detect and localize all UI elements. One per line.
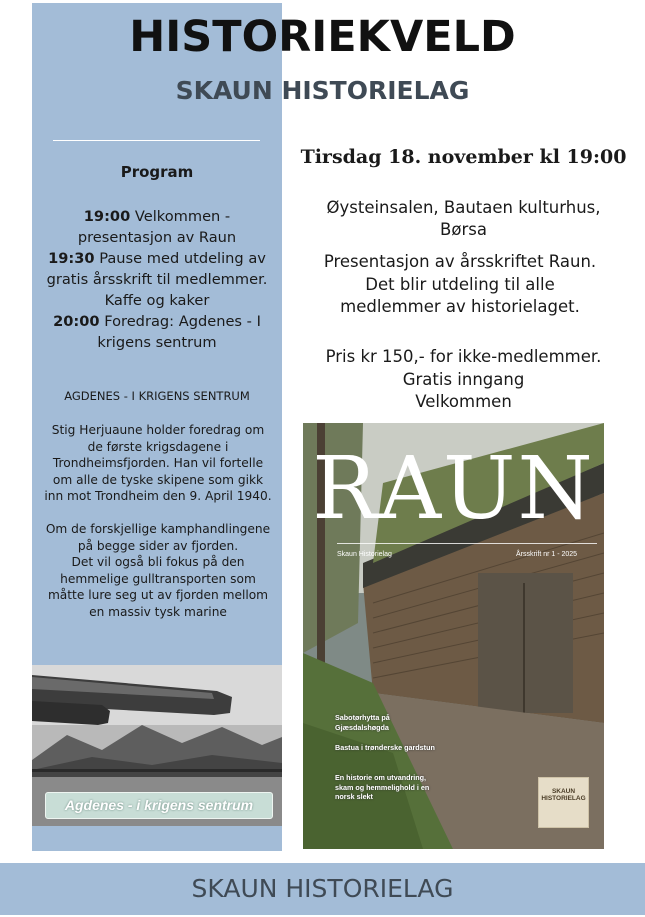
presentation-line: Presentasjon av årsskriftet Raun.	[323, 252, 597, 271]
program-item-time: 19:30	[48, 250, 95, 267]
program-item-time: 20:00	[53, 313, 100, 330]
talk-paragraph-part: Om de forskjellige kamphandlingene på begge sider av fjorden.	[45, 522, 271, 553]
price-text: Pris kr 150,- for ikke-medlemmer.	[325, 347, 602, 366]
program-item-text: Velkommen - presentasjon av Raun	[77, 208, 237, 246]
program-item	[36, 311, 278, 353]
event-presentation	[290, 251, 630, 319]
program-heading: Program	[120, 163, 194, 181]
talk-heading: AGDENES - I KRIGENS SENTRUM	[64, 389, 250, 403]
program-item	[36, 206, 278, 248]
organization-subtitle: SKAUN HISTORIELAG	[175, 76, 470, 105]
cover-divider	[337, 543, 597, 544]
cover-logo-line: HISTORIELAG	[541, 795, 586, 802]
free-entry-text: Gratis inngang	[402, 369, 525, 389]
cover-logo-line: SKAUN	[551, 788, 576, 795]
presentation-line: medlemmer av historielaget.	[340, 297, 580, 316]
event-date: Tirsdag 18. november kl 19:00	[300, 146, 627, 168]
cover-issue: Årsskrift nr 1 - 2025	[516, 551, 578, 558]
presentation-line: Det blir utdeling til alle	[365, 274, 555, 294]
photo-caption: Agdenes - i krigens sentrum	[45, 792, 273, 819]
page-title: HISTORIEKVELD	[129, 12, 516, 62]
cover-headline: Bastua i trønderske gardstun	[335, 743, 435, 752]
program-item	[36, 248, 278, 311]
talk-paragraph: Stig Herjuaune holder foredrag om de første krigsdagene i Trondheimsfjorden. Han vil fortelle om alle de tyske skipene som gikk inn mot Trondheim den 9. April 1940.	[44, 423, 272, 503]
venue-line: Øysteinsalen, Bautaen kulturhus,	[326, 198, 601, 217]
cover-headline: En historie om utvandring, skam og hemmelighold i en norsk slekt	[335, 773, 430, 801]
venue-line: Børsa	[440, 220, 487, 239]
footer-banner: SKAUN HISTORIELAG	[0, 863, 645, 915]
event-venue	[282, 197, 645, 241]
talk-paragraph-part: Det vil også bli fokus på den hemmelige gulltransporten som måtte lure seg ut av fjorden mellom en massiv tysk marine	[47, 555, 269, 619]
event-pricing	[282, 346, 645, 414]
program-item-text: Foredrag: Agdenes - I krigens sentrum	[97, 313, 261, 351]
cover-logo	[538, 777, 589, 828]
cover-headline: Sabotørhytta på Gjæsdalshøgda	[335, 713, 390, 732]
yearbook-cover	[303, 423, 604, 849]
talk-paragraph	[44, 521, 272, 620]
cover-title: RAUN	[312, 439, 595, 539]
war-photo	[32, 665, 282, 826]
program-item-text: Pause med utdeling av gratis årsskrift til medlemmer. Kaffe og kaker	[46, 250, 268, 309]
cover-publisher: Skaun Historielag	[337, 551, 392, 558]
sidebar-divider	[53, 140, 260, 141]
talk-description	[44, 422, 272, 620]
program-item-time: 19:00	[83, 208, 131, 225]
program-list	[36, 206, 278, 353]
welcome-text: Velkommen	[415, 392, 512, 411]
